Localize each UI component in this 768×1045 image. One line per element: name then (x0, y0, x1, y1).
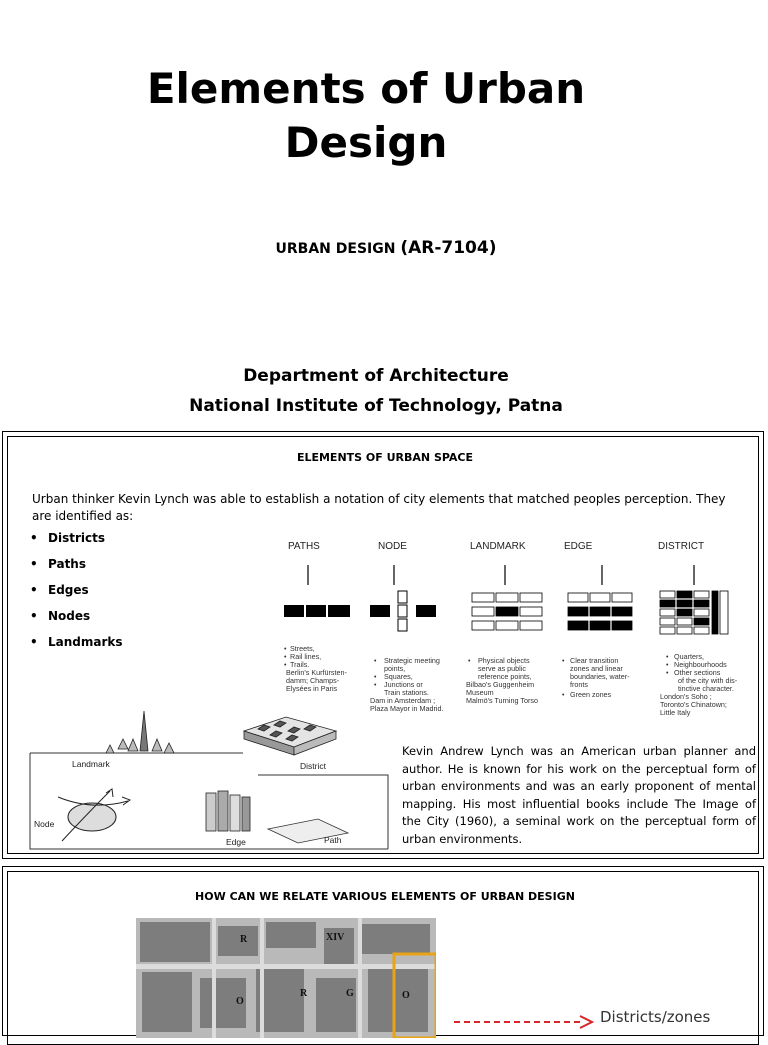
annotation-group (454, 1002, 754, 1032)
district-note: Little Italy (660, 708, 691, 717)
landmark-note: Bilbao's Guggenheim (466, 680, 535, 689)
svg-text:•: • (562, 658, 565, 665)
sketch-label-district: District (300, 761, 326, 771)
slide-inner-frame (7, 436, 759, 854)
paths-note: Rail lines, (290, 652, 322, 661)
svg-text:•: • (374, 658, 377, 665)
map-label: G (346, 988, 354, 999)
landmark-note: serve as public (478, 664, 526, 673)
title-line-1: Elements of Urban (146, 64, 586, 113)
map-label: XIV (326, 932, 345, 943)
node-arrows (58, 789, 130, 841)
map-label: O (236, 996, 244, 1007)
list-item: • Paths (30, 555, 123, 581)
column-label-paths: PATHS (288, 541, 320, 552)
column-label-district: DISTRICT (658, 541, 705, 552)
pointer-ticks (308, 565, 694, 585)
district-note: London's Soho ; (660, 692, 712, 701)
svg-text:•: • (284, 654, 287, 661)
presentation-title (0, 62, 732, 170)
node-note: Junctions or (384, 680, 423, 689)
slide-heading: ELEMENTS OF URBAN SPACE (296, 451, 474, 464)
district-note: Neighbourhoods (674, 660, 727, 669)
annotation-label: Districts/zones (600, 1008, 711, 1026)
sketch-label-landmark: Landmark (72, 759, 110, 769)
lynch-biography: Kevin Andrew Lynch was an American urban planner and author. He is known for his work on the perceptual form of urban environments and was an early proponent of mental mapping. His most influential books include The Image of the City (1960), a seminal work on the perceptual form of urban environments. (402, 744, 756, 846)
edge-note: Green zones (570, 690, 612, 699)
list-item: • Edges (30, 581, 123, 607)
district-blocks (244, 717, 336, 755)
district-note: Quarters, (674, 652, 704, 661)
node-symbol (370, 591, 436, 631)
svg-text:•: • (284, 646, 287, 653)
edge-symbol (568, 593, 632, 630)
element-list (30, 529, 123, 659)
elements-of-urban-space-slide (2, 431, 764, 859)
landmark-tower (106, 711, 174, 753)
map-label: R (240, 934, 248, 945)
svg-text:•: • (666, 654, 669, 661)
svg-text:•: • (666, 662, 669, 669)
list-item: • Districts (30, 529, 123, 555)
map-label: R (300, 988, 308, 999)
column-label-edge: EDGE (564, 541, 593, 552)
svg-text:•: • (374, 674, 377, 681)
district-symbol (660, 591, 728, 634)
landmark-note: Malmö's Turning Torso (466, 696, 538, 705)
department-name: Department of Architecture (243, 366, 509, 386)
node-note: Dam in Amsterdam ; (370, 696, 436, 705)
node-note: Plaza Mayor in Madrid. (370, 704, 444, 713)
list-item: • Landmarks (30, 633, 123, 659)
institute-name: National Institute of Technology, Patna (189, 396, 563, 416)
district-note: Other sections (674, 668, 721, 677)
title-slide (0, 0, 768, 430)
svg-text:•: • (374, 682, 377, 689)
edge-note: fronts (570, 680, 588, 689)
lynch-sketch-drawing (18, 701, 393, 861)
affiliation (0, 361, 752, 421)
course-name: URBAN DESIGN (275, 241, 401, 257)
paths-note: Berlin's Kurfürsten- (286, 668, 347, 677)
arrow-icon (454, 1002, 594, 1032)
node-note: points, (384, 664, 406, 673)
sketch-label-node: Node (34, 819, 55, 829)
paths-note: damm; Champs- (286, 676, 340, 685)
slide-heading: HOW CAN WE RELATE VARIOUS ELEMENTS OF URBAN DESIGN (195, 890, 575, 903)
city-map-image (136, 918, 436, 1038)
landmark-symbol (472, 593, 542, 630)
column-label-landmark: LANDMARK (470, 541, 526, 552)
course-code: (AR-7104) (400, 238, 497, 258)
relate-elements-slide (2, 866, 764, 1036)
title-line-2: Design (284, 118, 448, 167)
landmark-note: Museum (466, 688, 494, 697)
edge-note: Clear transition (570, 656, 619, 665)
map-label: O (402, 990, 410, 1001)
edge-walls (206, 791, 250, 831)
intro-paragraph: Urban thinker Kevin Lynch was able to establish a notation of city elements that matched peoples perception. They are identified as: (32, 492, 726, 523)
node-note: Train stations. (384, 688, 429, 697)
paths-note: Elysées in Paris (286, 684, 338, 693)
node-note: Squares, (384, 672, 413, 681)
district-note: Toronto's Chinatown; (660, 700, 727, 709)
landmark-note: reference points, (478, 672, 532, 681)
course-line (0, 238, 768, 258)
svg-text:•: • (666, 670, 669, 677)
paths-symbol (284, 605, 350, 617)
node-note: Strategic meeting (384, 656, 440, 665)
edge-note: boundaries, water- (570, 672, 630, 681)
list-item: • Nodes (30, 607, 123, 633)
district-note: of the city with dis- (678, 676, 738, 685)
sketch-label-path: Path (324, 835, 342, 845)
svg-text:•: • (284, 662, 287, 669)
column-label-node: NODE (378, 541, 407, 552)
slide-inner-frame (7, 871, 759, 1045)
edge-note: zones and linear (570, 664, 623, 673)
map-blocks (140, 922, 430, 1032)
svg-text:•: • (468, 658, 471, 665)
paths-note: Streets, (290, 644, 315, 653)
paths-note: Trails. (290, 660, 310, 669)
svg-text:•: • (562, 692, 565, 699)
district-note: tinctive character. (678, 684, 734, 693)
landmark-note: Physical objects (478, 656, 530, 665)
sketch-label-edge: Edge (226, 837, 246, 847)
